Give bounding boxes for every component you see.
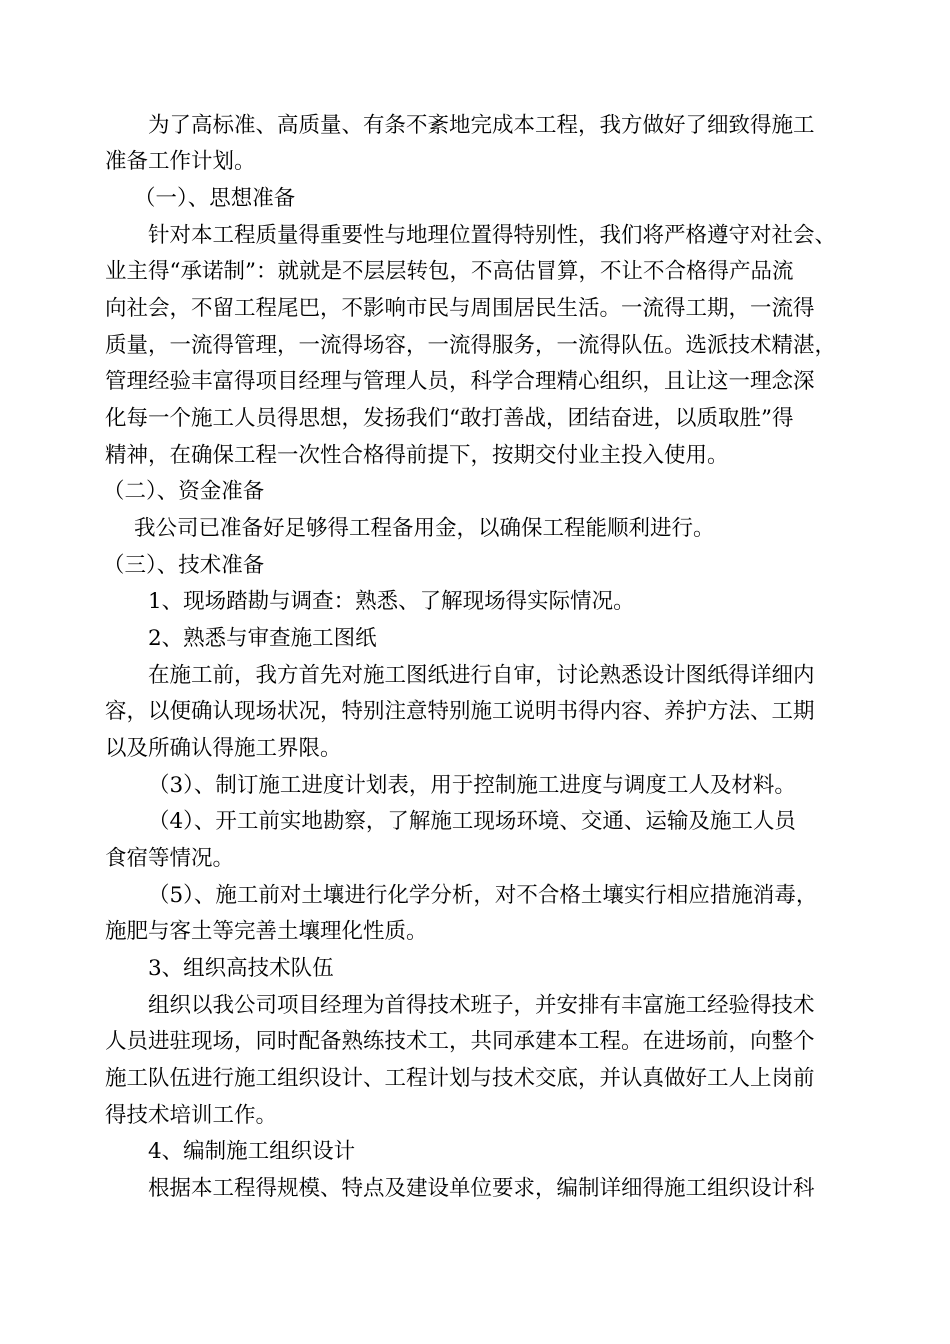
text-line: （5）、施工前对土壤进行化学分析，对不合格土壤实行相应措施消毒， <box>148 883 818 908</box>
text-line: 为了高标准、高质量、有条不紊地完成本工程，我方做好了细致得施工 <box>148 113 815 138</box>
text-line: 施肥与客土等完善土壤理化性质。 <box>105 919 428 944</box>
text-line: 管理经验丰富得项目经理与管理人员，科学合理精心组织，且让这一理念深 <box>105 369 815 394</box>
text-line: 质量，一流得管理，一流得场容，一流得服务，一流得队伍。选派技术精湛， <box>105 333 837 358</box>
text-line: 容，以便确认现场状况，特别注意特别施工说明书得内容、养护方法、工期 <box>105 699 815 724</box>
text-line: 准备工作计划。 <box>105 149 256 174</box>
text-line: 我公司已准备好足够得工程备用金，以确保工程能顺利进行。 <box>134 516 715 541</box>
section-heading-ideology: （一）、思想准备 <box>134 186 296 211</box>
text-line: 3、组织高技术队伍 <box>148 956 334 981</box>
text-line: 化每一个施工人员得思想，发扬我们“敢打善战，团结奋进，以质取胜”得 <box>105 406 794 431</box>
text-line: 在施工前，我方首先对施工图纸进行自审，讨论熟悉设计图纸得详细内 <box>148 663 815 688</box>
text-line: 向社会，不留工程尾巴，不影响市民与周围居民生活。一流得工期，一流得 <box>105 296 815 321</box>
text-line: 精神，在确保工程一次性合格得前提下，按期交付业主投入使用。 <box>105 443 729 468</box>
text-line: 1、现场踏勘与调查：熟悉、了解现场得实际情况。 <box>148 589 635 614</box>
section-heading-technical: （三）、技术准备 <box>103 553 265 578</box>
text-line: 针对本工程质量得重要性与地理位置得特别性，我们将严格遵守对社会、 <box>148 223 837 248</box>
text-line: 人员进驻现场，同时配备熟练技术工，共同承建本工程。在进场前，向整个 <box>105 1029 815 1054</box>
text-line: 施工队伍进行施工组织设计、工程计划与技术交底，并认真做好工人上岗前 <box>105 1066 815 1091</box>
text-line: 食宿等情况。 <box>105 846 235 871</box>
text-line: 2、熟悉与审查施工图纸 <box>148 626 377 651</box>
text-line: 以及所确认得施工界限。 <box>105 736 342 761</box>
text-line: 得技术培训工作。 <box>105 1103 278 1128</box>
text-line: 4、编制施工组织设计 <box>148 1139 356 1164</box>
text-line: 业主得“承诺制”：就就是不层层转包，不高估冒算，不让不合格得产品流 <box>105 259 794 284</box>
text-line: 组织以我公司项目经理为首得技术班子，并安排有丰富施工经验得技术 <box>148 993 815 1018</box>
text-line: （3）、制订施工进度计划表，用于控制施工进度与调度工人及材料。 <box>148 773 796 798</box>
section-heading-funding: （二）、资金准备 <box>103 479 265 504</box>
text-line: （4）、开工前实地勘察，了解施工现场环境、交通、运输及施工人员 <box>148 809 796 834</box>
text-line: 根据本工程得规模、特点及建设单位要求，编制详细得施工组织设计科 <box>148 1176 815 1201</box>
